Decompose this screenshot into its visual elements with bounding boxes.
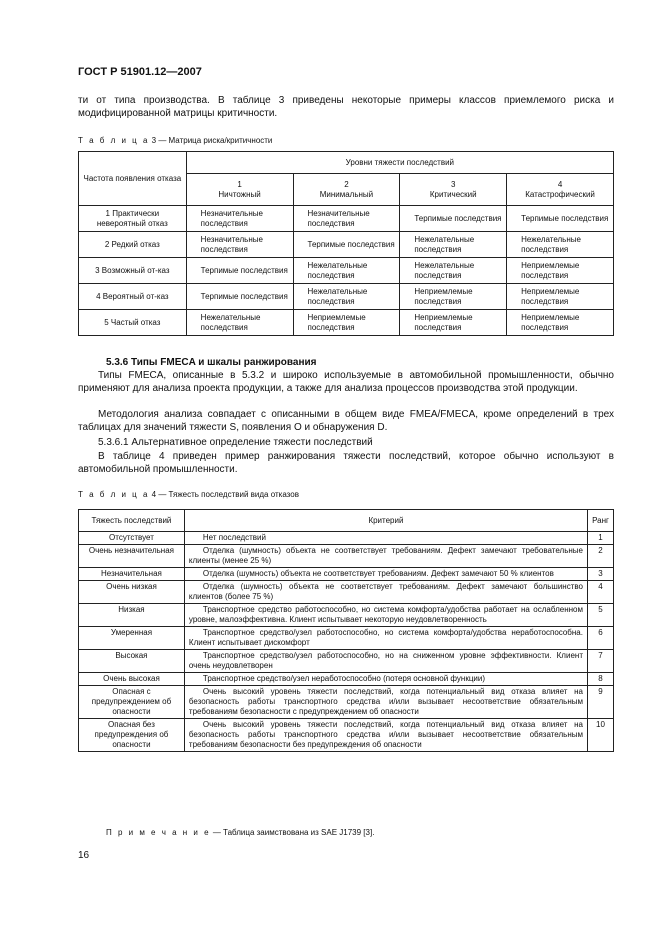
document-header: ГОСТ Р 51901.12—2007 xyxy=(78,66,202,78)
rank-cell: 7 xyxy=(587,650,613,673)
rank-cell: 10 xyxy=(587,719,613,752)
criterion-cell: Транспортное средство/узел работоспособно, но система комфорта/удобства неработоспособна. Клиент испытывает дискомфорт xyxy=(184,627,587,650)
table3-level-2 xyxy=(293,174,400,206)
frequency-cell: 3 Возможный от-каз xyxy=(79,258,187,284)
matrix-cell: Нежелательные последствия xyxy=(400,258,507,284)
table3-caption xyxy=(78,136,272,145)
criterion-cell: Транспортное средство работоспособно, но система комфорта/удобства работает на ослабленном уровне, малоэффективна. Клиент испытывает некоторую неудовлетворенность xyxy=(184,604,587,627)
table3-level-1 xyxy=(186,174,293,206)
matrix-cell: Незначительные последствия xyxy=(186,232,293,258)
matrix-cell: Незначительные последствия xyxy=(293,206,400,232)
severity-cell: Умеренная xyxy=(79,627,185,650)
level-number: 2 xyxy=(344,179,349,189)
criterion-cell: Транспортное средство/узел неработоспособно (потеря основной функции) xyxy=(184,673,587,686)
rank-cell: 2 xyxy=(587,545,613,568)
table-row xyxy=(79,232,614,258)
severity-cell: Опасная с предупреждением об опасности xyxy=(79,686,185,719)
rank-cell: 9 xyxy=(587,686,613,719)
section-paragraph-1: Типы FMECA, описанные в 5.3.2 и широко используемые в автомобильной промышленности, обычно применяют для анализа проекта продукции, а также для анализа процессов производства этой продукции. xyxy=(78,370,614,394)
matrix-cell: Терпимые последствия xyxy=(186,258,293,284)
matrix-cell: Нежелательные последствия xyxy=(293,258,400,284)
rank-cell: 8 xyxy=(587,673,613,686)
table-row xyxy=(79,604,614,627)
table-row xyxy=(79,673,614,686)
rank-cell: 4 xyxy=(587,581,613,604)
table3-level-4 xyxy=(507,174,614,206)
table3-level-3 xyxy=(400,174,507,206)
risk-matrix-table xyxy=(78,151,614,336)
table4-caption-prefix: Т а б л и ц а xyxy=(78,490,150,499)
criterion-cell: Отделка (шумность) объекта не соответствует требованиям. Дефект замечают большинство клиентов (более 75 %) xyxy=(184,581,587,604)
table-row xyxy=(79,627,614,650)
table-row xyxy=(79,568,614,581)
rank-cell: 5 xyxy=(587,604,613,627)
severity-cell: Низкая xyxy=(79,604,185,627)
severity-cell: Опасная без предупреждения об опасности xyxy=(79,719,185,752)
level-number: 1 xyxy=(237,179,242,189)
frequency-cell: 1 Практически невероятный отказ xyxy=(79,206,187,232)
table3-caption-text: 3 — Матрица риска/критичности xyxy=(151,136,273,145)
severity-cell: Отсутствует xyxy=(79,532,185,545)
table4-caption xyxy=(78,490,299,499)
criterion-cell: Отделка (шумность) объекта не соответствует требованиям. Дефект замечают требовательные клиенты (менее 25 %) xyxy=(184,545,587,568)
matrix-cell: Неприемлемые последствия xyxy=(507,284,614,310)
criterion-cell: Отделка (шумность) объекта не соответствует требованиям. Дефект замечают 50 % клиентов xyxy=(184,568,587,581)
table-row xyxy=(79,686,614,719)
intro-paragraph: ти от типа производства. В таблице 3 приведены некоторые примеры классов приемлемого риска и модифицированной матрицы критичности. xyxy=(78,95,614,119)
severity-cell: Очень высокая xyxy=(79,673,185,686)
matrix-cell: Нежелательные последствия xyxy=(186,310,293,336)
rank-cell: 3 xyxy=(587,568,613,581)
table4-header-rank: Ранг xyxy=(587,510,613,532)
matrix-cell: Незначительные последствия xyxy=(186,206,293,232)
severity-cell: Незначительная xyxy=(79,568,185,581)
frequency-cell: 2 Редкий отказ xyxy=(79,232,187,258)
matrix-cell: Терпимые последствия xyxy=(293,232,400,258)
criterion-cell: Очень высокий уровень тяжести последствий, когда потенциальный вид отказа влияет на безопасность работы транспортного средства и/или вызывает несоответствие обязательным требованиям безопасности без предупреждения об опасности xyxy=(184,719,587,752)
table3-header-frequency: Частота появления отказа xyxy=(79,152,187,206)
rank-cell: 6 xyxy=(587,627,613,650)
section-heading: 5.3.6 Типы FMECA и шкалы ранжирования xyxy=(106,357,317,368)
note-prefix: П р и м е ч а н и е xyxy=(106,828,211,837)
table4-header-criterion: Критерий xyxy=(184,510,587,532)
matrix-cell: Терпимые последствия xyxy=(400,206,507,232)
severity-cell: Очень незначительная xyxy=(79,545,185,568)
note-text: — Таблица заимствована из SAE J1739 [3]. xyxy=(212,828,375,837)
severity-table xyxy=(78,509,614,752)
table4-note xyxy=(106,828,374,837)
table3-header-levels: Уровни тяжести последствий xyxy=(186,152,613,174)
section-paragraph-2: Методология анализа совпадает с описанными в общем виде FMEA/FMECA, кроме определений в трех таблицах для значений тяжести S, появления O и обнаружения D. xyxy=(78,409,614,433)
table-row xyxy=(79,206,614,232)
subsection-heading: 5.3.6.1 Альтернативное определение тяжести последствий xyxy=(98,437,373,448)
matrix-cell: Неприемлемые последствия xyxy=(293,310,400,336)
level-name: Ничтожный xyxy=(218,189,261,199)
section-paragraph-3: В таблице 4 приведен пример ранжирования тяжести последствий, которое обычно используют в автомобильной промышленности. xyxy=(78,451,614,475)
matrix-cell: Неприемлемые последствия xyxy=(400,310,507,336)
table-row xyxy=(79,532,614,545)
severity-cell: Очень низкая xyxy=(79,581,185,604)
matrix-cell: Неприемлемые последствия xyxy=(400,284,507,310)
level-number: 4 xyxy=(557,179,563,189)
criterion-cell: Очень высокий уровень тяжести последствий, когда потенциальный вид отказа влияет на безопасность работы транспортного средства и/или вызывает несоответствие обязательным требованиям безопасности с предупреждением об опасности xyxy=(184,686,587,719)
frequency-cell: 4 Вероятный от-каз xyxy=(79,284,187,310)
table4-caption-text: 4 — Тяжесть последствий вида отказов xyxy=(151,490,299,499)
level-name: Критический xyxy=(429,189,477,199)
level-name: Минимальный xyxy=(319,189,374,199)
table3-caption-prefix: Т а б л и ц а xyxy=(78,136,150,145)
table-row xyxy=(79,284,614,310)
matrix-cell: Неприемлемые последствия xyxy=(507,258,614,284)
severity-cell: Высокая xyxy=(79,650,185,673)
criterion-cell: Нет последствий xyxy=(184,532,587,545)
level-name: Катастрофический xyxy=(525,189,595,199)
matrix-cell: Нежелательные последствия xyxy=(400,232,507,258)
matrix-cell: Нежелательные последствия xyxy=(507,232,614,258)
frequency-cell: 5 Частый отказ xyxy=(79,310,187,336)
level-number: 3 xyxy=(451,179,456,189)
matrix-cell: Неприемлемые последствия xyxy=(507,310,614,336)
table-row xyxy=(79,650,614,673)
table-row xyxy=(79,258,614,284)
table4-header-severity: Тяжесть последствий xyxy=(79,510,185,532)
rank-cell: 1 xyxy=(587,532,613,545)
table-row xyxy=(79,545,614,568)
table-row xyxy=(79,310,614,336)
page-number: 16 xyxy=(78,850,90,861)
matrix-cell: Терпимые последствия xyxy=(186,284,293,310)
matrix-cell: Нежелательные последствия xyxy=(293,284,400,310)
matrix-cell: Терпимые последствия xyxy=(507,206,614,232)
table-row xyxy=(79,719,614,752)
table-row xyxy=(79,581,614,604)
criterion-cell: Транспортное средство/узел работоспособно, но на сниженном уровне эффективности. Клиент очень неудовлетворен xyxy=(184,650,587,673)
